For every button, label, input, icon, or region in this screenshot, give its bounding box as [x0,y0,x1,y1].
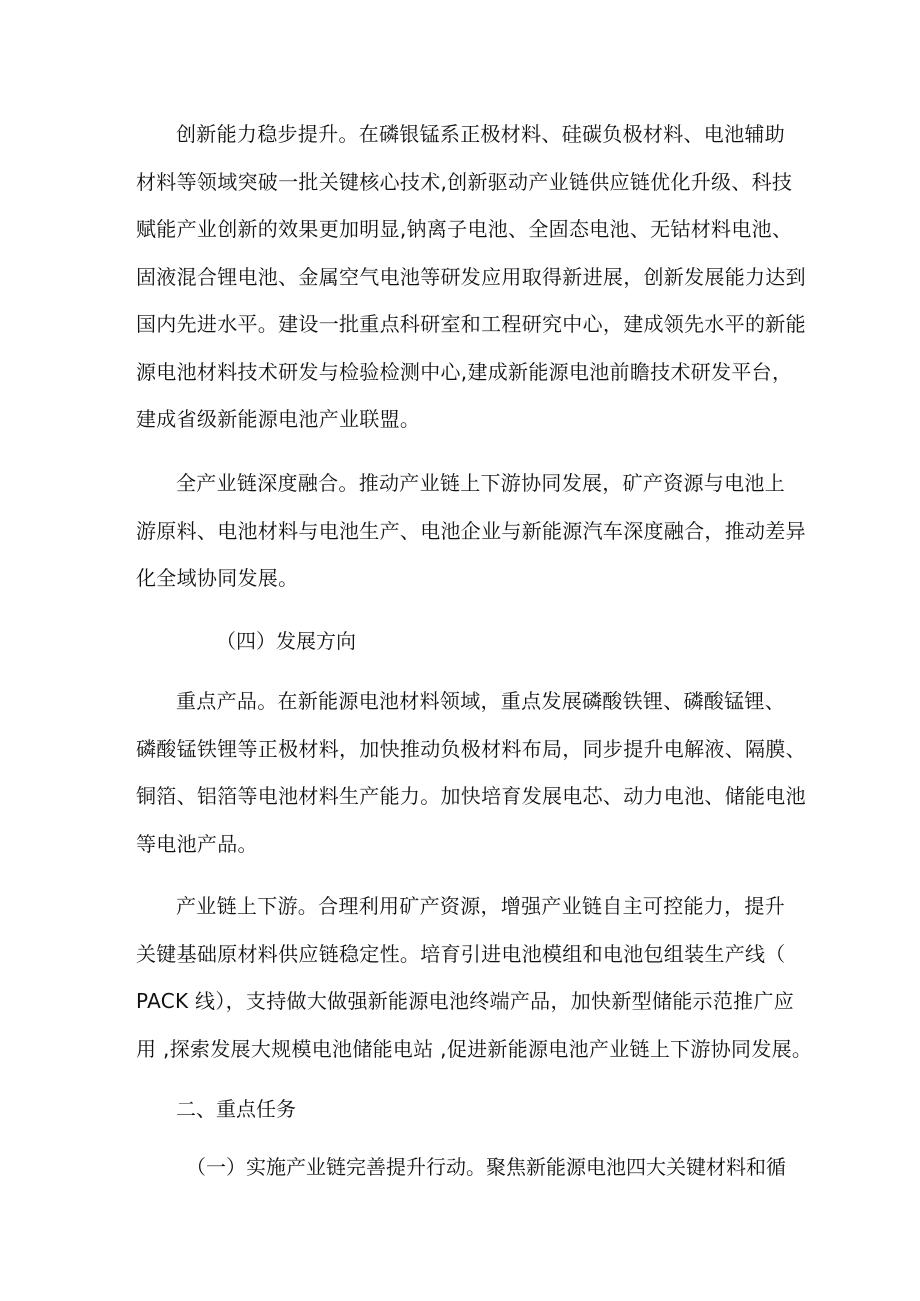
paragraph-line: 产业链上下游。合理利用矿产资源，增强产业链自主可控能力，提升 [176,894,785,918]
section-heading-development-direction: （四）发展方向 [216,629,356,653]
paragraph-line: 关键基础原材料供应链稳定性。培育引进电池模组和电池包组装生产线（ [136,941,786,966]
paragraph-line: 赋能产业创新的效果更加明显,钠离子电池、全固态电池、无钴材料电池、 [136,217,793,241]
paragraph-line: 源电池材料技术研发与检验检测中心,建成新能源电池前瞻技术研发平台， [136,359,793,384]
section-heading-key-tasks: 二、重点任务 [176,1097,296,1121]
paragraph-line: 铜箔、铝箔等电池材料生产能力。加快培育发展电芯、动力电池、储能电池 [136,784,806,808]
paragraph-key-products [136,678,806,868]
paragraph-industry-chain-integration [136,460,806,603]
paragraph-line: 全产业链深度融合。推动产业链上下游协同发展，矿产资源与电池上 [176,471,785,495]
paragraph-line: PACK 线），支持做大做强新能源电池终端产品，加快新型储能示范推广应 [136,989,795,1013]
paragraph-line: 国内先进水平。建设一批重点科研室和工程研究中心，建成领先水平的新能 [136,312,806,336]
paragraph-innovation [136,111,806,444]
paragraph-upstream-downstream [136,883,813,1073]
paragraph-line: 游原料、电池材料与电池生产、电池企业与新能源汽车深度融合，推动差异 [136,518,806,543]
paragraph-line: 化全域协同发展。 [136,566,299,590]
paragraph-line: 用 ,探索发展大规模电池储能电站 ,促进新能源电池产业链上下游协同发展。 [136,1036,813,1061]
paragraph-line: 等电池产品。 [136,831,258,856]
paragraph-line: 固液混合锂电池、金属空气电池等研发应用取得新进展，创新发展能力达到 [136,264,806,289]
paragraph-line: 建成省级新能源电池产业联盟。 [136,407,421,431]
subsection-heading-action-one: （一）实施产业链完善提升行动。聚焦新能源电池四大关键材料和循 [186,1155,786,1179]
paragraph-line: 磷酸锰铁锂等正极材料，加快推动负极材料布局，同步提升电解液、隔膜、 [136,736,806,761]
paragraph-line: 重点产品。在新能源电池材料领域，重点发展磷酸铁锂、磷酸锰锂、 [176,689,785,713]
paragraph-line: 材料等领域突破一批关键核心技术,创新驱动产业链供应链优化升级、科技 [136,169,793,194]
paragraph-line: 创新能力稳步提升。在磷银锰系正极材料、硅碳负极材料、电池辅助 [176,122,785,146]
